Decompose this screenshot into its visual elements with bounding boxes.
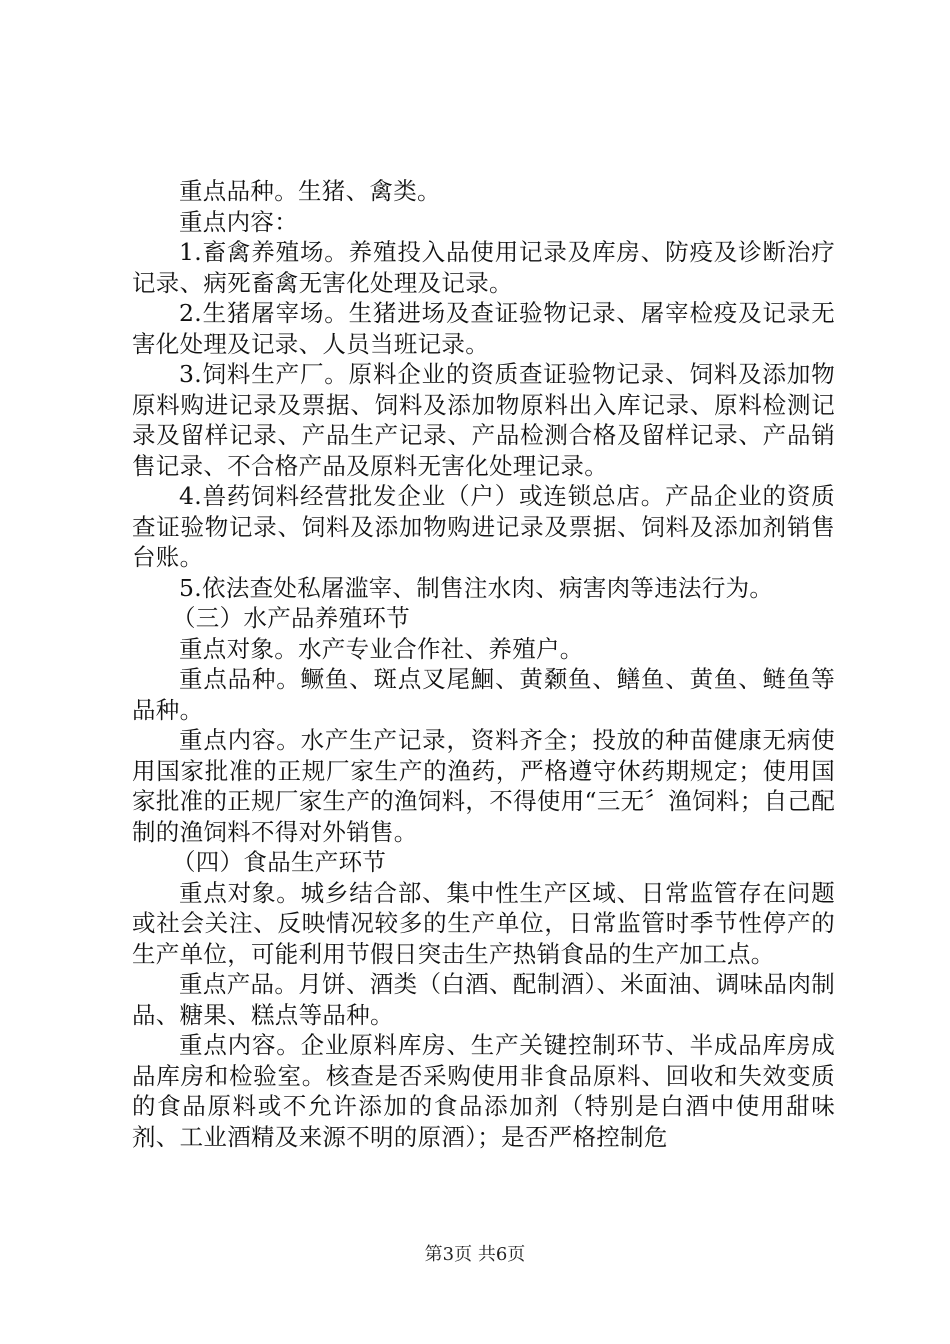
section-heading-food-production: （四）食品生产环节 [172,848,387,876]
paragraph-aquaculture-content: 重点内容。水产生产记录，资料齐全；投放的种苗健康无病使用国家批准的正规厂家生产的渔药，严格遵守休药期规定；使用国家批准的正规厂家生产的渔饲料，不得使用“三无〞渔饲料；自己配制的渔饲料不得对外销售。 [132,726,835,846]
paragraph-key-content-heading: 重点内容： [179,207,298,236]
paragraph-key-species-livestock: 重点品种。生猪、禽类。 [179,177,441,205]
paragraph-item-4-vet-drug-wholesale: 4.兽药饲料经营批发企业（户）或连锁总店。产品企业的资质查证验物记录、饲料及添加物购进记录及票据、饲料及添加剂销售台账。 [132,482,835,571]
paragraph-item-2-slaughterhouse: 2.生猪屠宰场。生猪进场及查证验物记录、屠宰检疫及记录无害化处理及记录、人员当班记录。 [132,299,835,358]
paragraph-food-production-targets: 重点对象。城乡结合部、集中性生产区域、日常监管存在问题或社会关注、反映情况较多的生产单位，日常监管时季节性停产的生产单位，可能利用节假日突击生产热销食品的生产加工点。 [132,878,835,968]
paragraph-food-production-content: 重点内容。企业原料库房、生产关键控制环节、半成品库房成品库房和检验室。核查是否采购使用非食品原料、回收和失效变质的食品原料或不允许添加的食品添加剂（特别是白酒中使用甜味剂、工业酒精及来源不明的原酒）；是否严格控制危 [132,1031,835,1151]
paragraph-item-3-feed-factory: 3.饲料生产厂。原料企业的资质查证验物记录、饲料及添加物原料购进记录及票据、饲料及添加物原料出入库记录、原料检测记录及留样记录、产品生产记录、产品检测合格及留样记录、产品销售记录、不合格产品及原料无害化处理记录。 [132,360,835,480]
paragraph-item-1-livestock-farm: 1.畜禽养殖场。养殖投入品使用记录及库房、防疫及诊断治疗记录、病死畜禽无害化处理及记录。 [132,238,835,297]
paragraph-item-5-illegal-slaughter: 5.依法查处私屠滥宰、制售注水肉、病害肉等违法行为。 [179,573,774,602]
page-number-footer: 第3页 共6页 [424,1244,526,1265]
section-heading-aquaculture: （三）水产品养殖环节 [172,604,410,632]
paragraph-aquaculture-targets: 重点对象。水产专业合作社、养殖户。 [179,634,584,663]
document-body [132,176,835,1152]
paragraph-aquaculture-species: 重点品种。鳜鱼、斑点叉尾鮰、黄颡鱼、鳝鱼、黄鱼、鲢鱼等品种。 [132,665,835,724]
paragraph-food-production-products: 重点产品。月饼、酒类（白酒、配制酒）、米面油、调味品肉制品、糖果、糕点等品种。 [132,970,835,1029]
